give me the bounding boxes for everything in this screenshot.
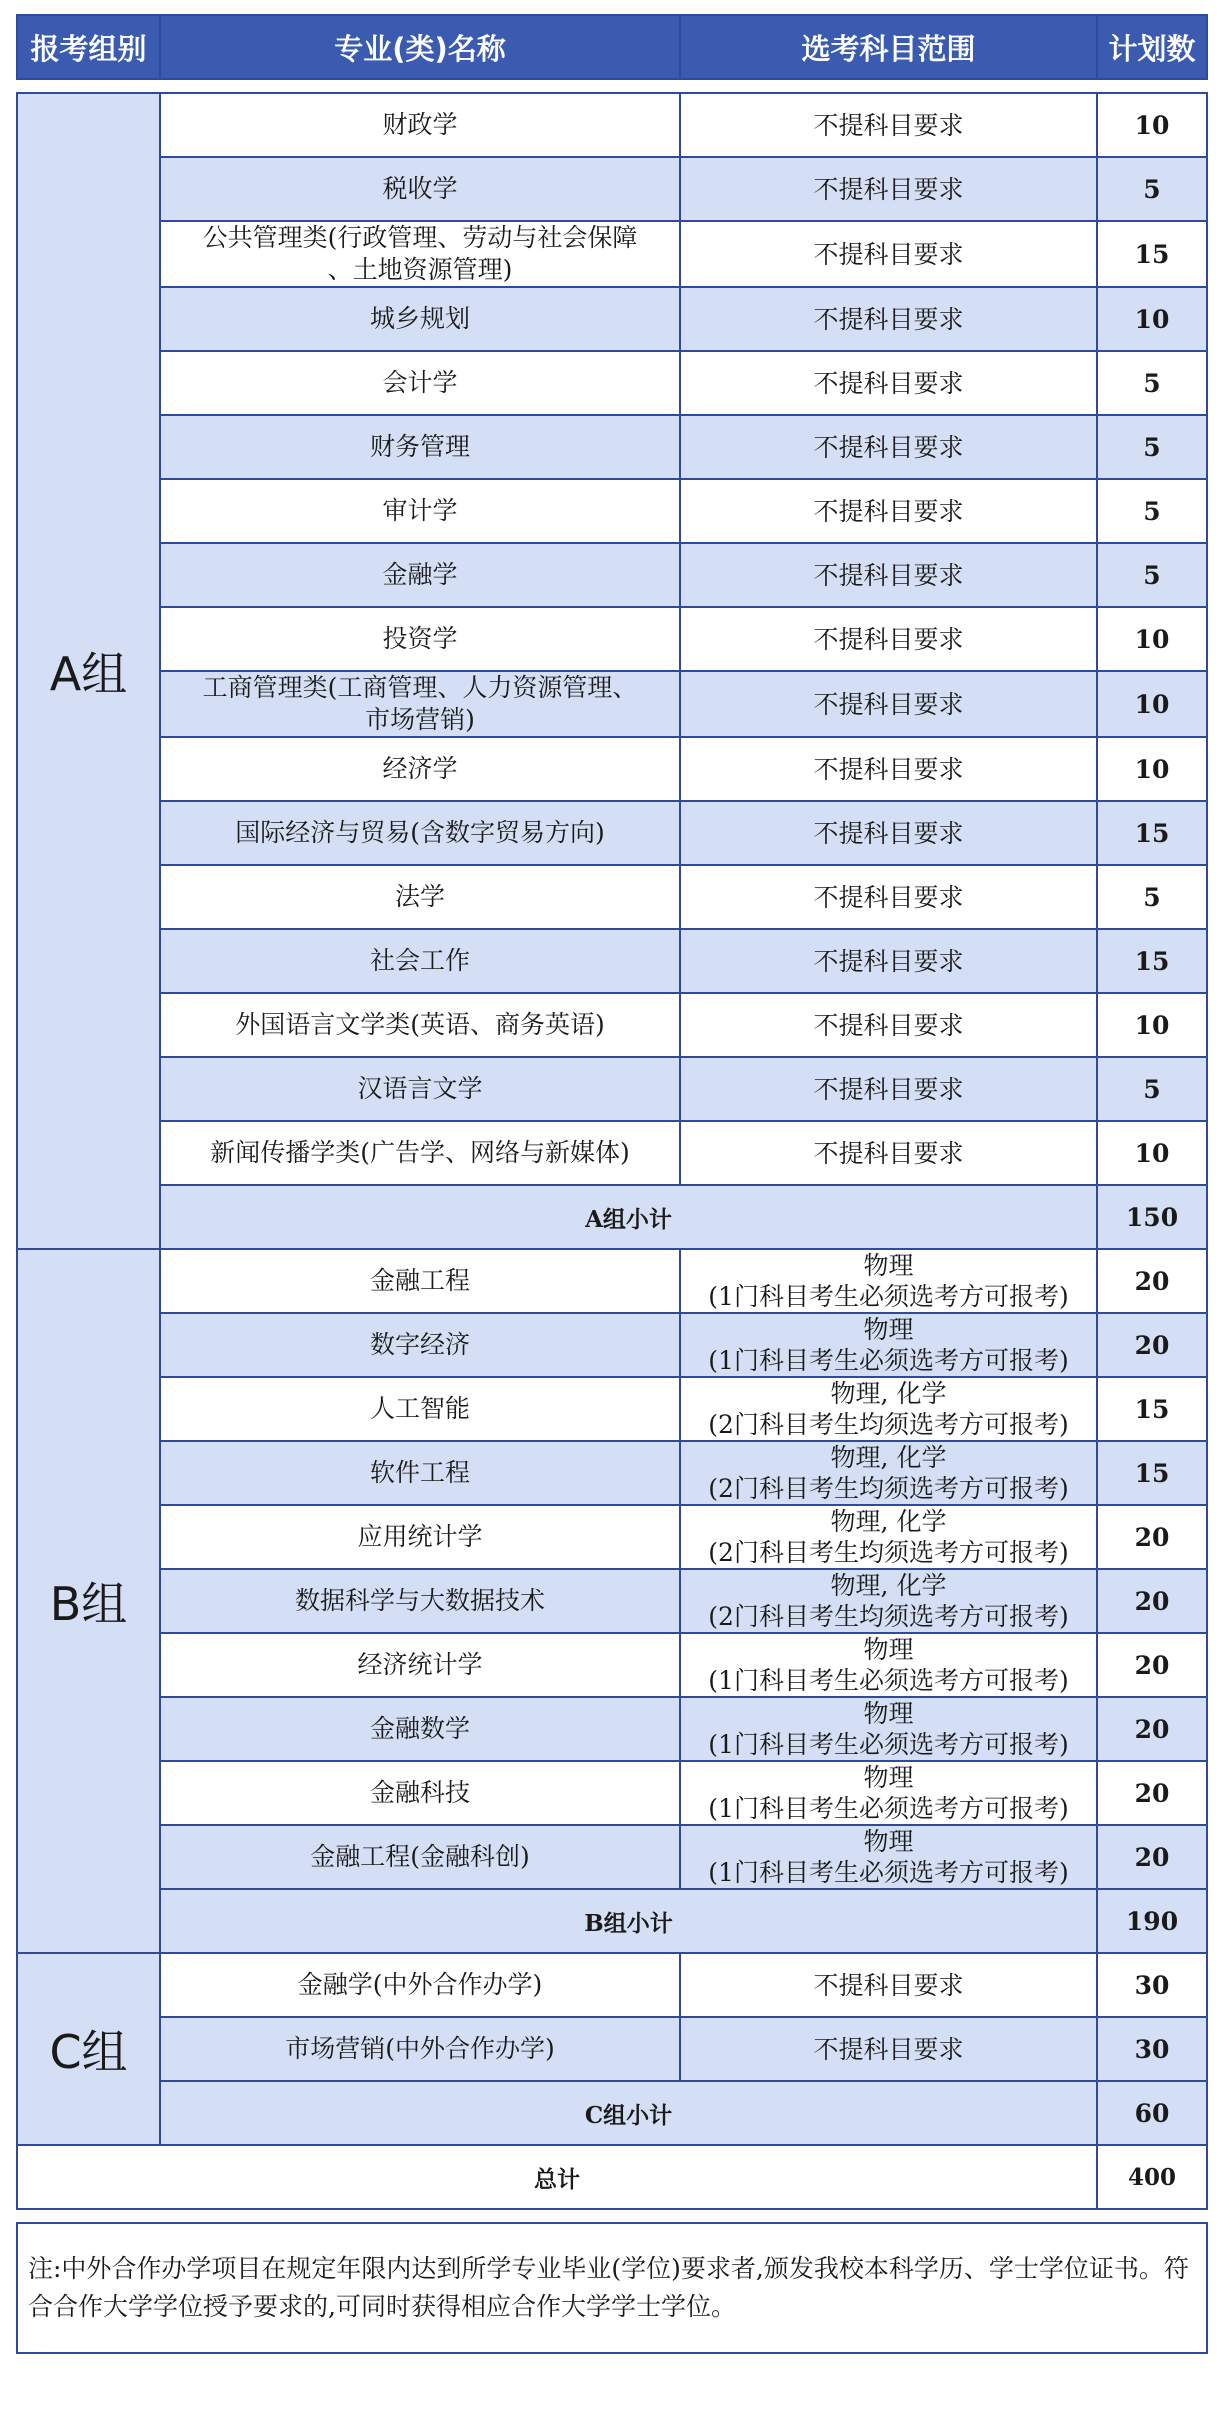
cell-line: 数据科学与大数据技术 xyxy=(294,1586,545,1615)
total-value: 400 xyxy=(1097,2145,1207,2209)
subject-cell xyxy=(680,543,1097,607)
cell-line: 外国语言文学类(英语、商务英语) xyxy=(235,1010,605,1039)
major-cell xyxy=(160,1441,680,1505)
cell-line: 税收学 xyxy=(382,174,458,203)
cell-line: 财务管理 xyxy=(369,432,470,461)
table-row xyxy=(17,351,1207,415)
major-cell xyxy=(160,671,680,737)
cell-line: (2门科目考生均须选考方可报考) xyxy=(708,1538,1069,1567)
subject-cell xyxy=(680,1505,1097,1569)
table-row xyxy=(17,929,1207,993)
header-major: 专业(类)名称 xyxy=(160,15,680,79)
cell-line: 物理, 化学 xyxy=(830,1443,947,1472)
subtotal-row xyxy=(17,1889,1207,1953)
cell-line: 不提科目要求 xyxy=(813,624,964,654)
plan-count-cell: 5 xyxy=(1097,479,1207,543)
cell-line: 工商管理类(工商管理、人力资源管理、 xyxy=(202,673,638,702)
subject-cell xyxy=(680,671,1097,737)
cell-line: (1门科目考生必须选考方可报考) xyxy=(708,1858,1069,1887)
cell-line: (1门科目考生必须选考方可报考) xyxy=(708,1730,1069,1759)
subject-cell xyxy=(680,1441,1097,1505)
cell-line: 不提科目要求 xyxy=(813,754,964,784)
cell-line: 物理 xyxy=(863,1251,914,1280)
major-cell xyxy=(160,479,680,543)
major-cell xyxy=(160,1633,680,1697)
table-row xyxy=(17,671,1207,737)
subject-cell xyxy=(680,1569,1097,1633)
table-row xyxy=(17,993,1207,1057)
cell-line: 会计学 xyxy=(382,368,458,397)
major-cell xyxy=(160,287,680,351)
cell-line: 软件工程 xyxy=(369,1458,470,1487)
plan-count-cell: 5 xyxy=(1097,415,1207,479)
cell-line: 不提科目要求 xyxy=(813,496,964,526)
subtotal-value: 60 xyxy=(1097,2081,1207,2145)
subject-cell xyxy=(680,1953,1097,2017)
major-cell xyxy=(160,157,680,221)
subtotal-row xyxy=(17,1185,1207,1249)
cell-line: 金融工程(金融科创) xyxy=(310,1842,530,1871)
subject-cell xyxy=(680,929,1097,993)
subject-cell xyxy=(680,801,1097,865)
cell-line: 不提科目要求 xyxy=(813,1074,964,1104)
subject-cell xyxy=(680,93,1097,157)
plan-count-cell: 20 xyxy=(1097,1249,1207,1313)
major-cell xyxy=(160,221,680,287)
table-row xyxy=(17,1057,1207,1121)
major-cell xyxy=(160,1953,680,2017)
cell-line: 、土地资源管理) xyxy=(327,255,513,284)
table-row xyxy=(17,1697,1207,1761)
table-row xyxy=(17,865,1207,929)
plan-count-cell: 20 xyxy=(1097,1761,1207,1825)
cell-line: 不提科目要求 xyxy=(813,560,964,590)
table-row xyxy=(17,415,1207,479)
major-cell xyxy=(160,737,680,801)
table-row xyxy=(17,1953,1207,2017)
cell-line: 金融学 xyxy=(382,560,458,589)
total-label: 总计 xyxy=(17,2145,1097,2209)
major-cell xyxy=(160,1505,680,1569)
cell-line: 不提科目要求 xyxy=(813,239,964,269)
cell-line: 市场营销(中外合作办学) xyxy=(285,2034,555,2063)
plan-count-cell: 5 xyxy=(1097,543,1207,607)
plan-count-cell: 15 xyxy=(1097,1377,1207,1441)
plan-count-cell: 20 xyxy=(1097,1569,1207,1633)
table-row xyxy=(17,1249,1207,1313)
cell-line: (1门科目考生必须选考方可报考) xyxy=(708,1346,1069,1375)
cell-line: 不提科目要求 xyxy=(813,304,964,334)
table-row xyxy=(17,1505,1207,1569)
cell-line: 不提科目要求 xyxy=(813,1970,964,2000)
table-row xyxy=(17,479,1207,543)
cell-line: 应用统计学 xyxy=(357,1522,483,1551)
plan-count-cell: 15 xyxy=(1097,1441,1207,1505)
plan-count-cell: 5 xyxy=(1097,157,1207,221)
subtotal-value: 190 xyxy=(1097,1889,1207,1953)
table-row xyxy=(17,1569,1207,1633)
note-row xyxy=(17,2223,1207,2353)
cell-line: 金融数学 xyxy=(369,1714,470,1743)
plan-count-cell: 20 xyxy=(1097,1633,1207,1697)
subject-cell xyxy=(680,1313,1097,1377)
group-cell: C组 xyxy=(17,1953,160,2145)
table-row xyxy=(17,801,1207,865)
plan-count-cell: 10 xyxy=(1097,1121,1207,1185)
table-row xyxy=(17,1313,1207,1377)
cell-line: 投资学 xyxy=(382,624,458,653)
subject-cell xyxy=(680,479,1097,543)
major-cell xyxy=(160,865,680,929)
cell-line: 汉语言文学 xyxy=(357,1074,483,1103)
table-row xyxy=(17,1441,1207,1505)
cell-line: (2门科目考生均须选考方可报考) xyxy=(708,1410,1069,1439)
plan-count-cell: 20 xyxy=(1097,1825,1207,1889)
cell-line: 法学 xyxy=(394,882,445,911)
subject-cell xyxy=(680,737,1097,801)
table-row xyxy=(17,221,1207,287)
subject-cell xyxy=(680,415,1097,479)
plan-count-cell: 10 xyxy=(1097,287,1207,351)
major-cell xyxy=(160,1313,680,1377)
table-header-row xyxy=(17,15,1207,79)
cell-line: 不提科目要求 xyxy=(813,689,964,719)
table-body xyxy=(17,79,1207,2353)
cell-line: 不提科目要求 xyxy=(813,882,964,912)
header-gap xyxy=(17,79,1207,93)
header-plan: 计划数 xyxy=(1097,15,1207,79)
enrollment-plan-table xyxy=(16,14,1208,2354)
major-cell xyxy=(160,1825,680,1889)
total-row xyxy=(17,2145,1207,2209)
table-row xyxy=(17,157,1207,221)
table-row xyxy=(17,737,1207,801)
plan-count-cell: 5 xyxy=(1097,865,1207,929)
subject-cell xyxy=(680,351,1097,415)
subject-cell xyxy=(680,157,1097,221)
major-cell xyxy=(160,1697,680,1761)
table-row xyxy=(17,2017,1207,2081)
cell-line: 不提科目要求 xyxy=(813,110,964,140)
cell-line: 公共管理类(行政管理、劳动与社会保障 xyxy=(202,223,638,252)
table-row xyxy=(17,1633,1207,1697)
table-row xyxy=(17,1825,1207,1889)
cell-line: 城乡规划 xyxy=(369,304,470,333)
plan-count-cell: 15 xyxy=(1097,801,1207,865)
cell-line: 不提科目要求 xyxy=(813,174,964,204)
header-subject: 选考科目范围 xyxy=(680,15,1097,79)
table-row xyxy=(17,1121,1207,1185)
major-cell xyxy=(160,801,680,865)
cell-line: 数字经济 xyxy=(369,1330,470,1359)
subject-cell xyxy=(680,287,1097,351)
major-cell xyxy=(160,1121,680,1185)
plan-count-cell: 10 xyxy=(1097,737,1207,801)
major-cell xyxy=(160,1057,680,1121)
cell-line: 经济学 xyxy=(382,754,458,783)
note-gap xyxy=(17,2209,1207,2223)
table-row xyxy=(17,1761,1207,1825)
plan-count-cell: 30 xyxy=(1097,1953,1207,2017)
subtotal-label: C组小计 xyxy=(160,2081,1097,2145)
cell-line: 国际经济与贸易(含数字贸易方向) xyxy=(235,818,605,847)
cell-line: 审计学 xyxy=(382,496,458,525)
cell-line: 市场营销) xyxy=(365,705,475,734)
major-cell xyxy=(160,1569,680,1633)
cell-line: 物理 xyxy=(863,1315,914,1344)
subject-cell xyxy=(680,1633,1097,1697)
plan-count-cell: 30 xyxy=(1097,2017,1207,2081)
table-row xyxy=(17,93,1207,157)
plan-count-cell: 10 xyxy=(1097,607,1207,671)
cell-line: 不提科目要求 xyxy=(813,368,964,398)
header-group: 报考组别 xyxy=(17,15,160,79)
plan-count-cell: 10 xyxy=(1097,93,1207,157)
group-cell: B组 xyxy=(17,1249,160,1953)
subject-cell xyxy=(680,993,1097,1057)
subject-cell xyxy=(680,1697,1097,1761)
cell-line: (2门科目考生均须选考方可报考) xyxy=(708,1474,1069,1503)
plan-count-cell: 20 xyxy=(1097,1313,1207,1377)
group-cell: A组 xyxy=(17,93,160,1249)
cell-line: 财政学 xyxy=(382,110,458,139)
cell-line: 金融学(中外合作办学) xyxy=(297,1970,543,1999)
plan-count-cell: 20 xyxy=(1097,1697,1207,1761)
plan-count-cell: 20 xyxy=(1097,1505,1207,1569)
major-cell xyxy=(160,93,680,157)
cell-line: 人工智能 xyxy=(369,1394,470,1423)
major-cell xyxy=(160,2017,680,2081)
major-cell xyxy=(160,607,680,671)
subject-cell xyxy=(680,1057,1097,1121)
subtotal-label: B组小计 xyxy=(160,1889,1097,1953)
cell-line: 金融科技 xyxy=(369,1778,470,1807)
major-cell xyxy=(160,543,680,607)
major-cell xyxy=(160,1249,680,1313)
cell-line: 不提科目要求 xyxy=(813,2034,964,2064)
subtotal-value: 150 xyxy=(1097,1185,1207,1249)
major-cell xyxy=(160,351,680,415)
subject-cell xyxy=(680,2017,1097,2081)
subject-cell xyxy=(680,1825,1097,1889)
cell-line: 新闻传播学类(广告学、网络与新媒体) xyxy=(210,1138,630,1167)
footnote: 注:中外合作办学项目在规定年限内达到所学专业毕业(学位)要求者,颁发我校本科学历、学士学位证书。符合合作大学学位授予要求的,可同时获得相应合作大学学士学位。 xyxy=(17,2223,1207,2353)
cell-line: 物理 xyxy=(863,1763,914,1792)
major-cell xyxy=(160,415,680,479)
subject-cell xyxy=(680,1121,1097,1185)
subject-cell xyxy=(680,221,1097,287)
cell-line: 物理, 化学 xyxy=(830,1571,947,1600)
plan-count-cell: 5 xyxy=(1097,351,1207,415)
subtotal-row xyxy=(17,2081,1207,2145)
cell-line: 不提科目要求 xyxy=(813,818,964,848)
cell-line: 不提科目要求 xyxy=(813,432,964,462)
cell-line: 物理 xyxy=(863,1635,914,1664)
major-cell xyxy=(160,1377,680,1441)
cell-line: 不提科目要求 xyxy=(813,946,964,976)
subject-cell xyxy=(680,1761,1097,1825)
plan-count-cell: 15 xyxy=(1097,221,1207,287)
cell-line: 物理 xyxy=(863,1827,914,1856)
table-row xyxy=(17,543,1207,607)
subject-cell xyxy=(680,1377,1097,1441)
subject-cell xyxy=(680,607,1097,671)
plan-count-cell: 5 xyxy=(1097,1057,1207,1121)
table-row xyxy=(17,607,1207,671)
table-row xyxy=(17,1377,1207,1441)
cell-line: 不提科目要求 xyxy=(813,1138,964,1168)
subtotal-label: A组小计 xyxy=(160,1185,1097,1249)
subject-cell xyxy=(680,865,1097,929)
plan-count-cell: 15 xyxy=(1097,929,1207,993)
cell-line: (1门科目考生必须选考方可报考) xyxy=(708,1794,1069,1823)
cell-line: 不提科目要求 xyxy=(813,1010,964,1040)
major-cell xyxy=(160,929,680,993)
cell-line: (1门科目考生必须选考方可报考) xyxy=(708,1282,1069,1311)
cell-line: 经济统计学 xyxy=(357,1650,483,1679)
cell-line: (2门科目考生均须选考方可报考) xyxy=(708,1602,1069,1631)
cell-line: 物理, 化学 xyxy=(830,1379,947,1408)
cell-line: 社会工作 xyxy=(369,946,470,975)
subject-cell xyxy=(680,1249,1097,1313)
cell-line: 金融工程 xyxy=(369,1266,470,1295)
major-cell xyxy=(160,993,680,1057)
cell-line: (1门科目考生必须选考方可报考) xyxy=(708,1666,1069,1695)
table-row xyxy=(17,287,1207,351)
major-cell xyxy=(160,1761,680,1825)
cell-line: 物理 xyxy=(863,1699,914,1728)
plan-count-cell: 10 xyxy=(1097,993,1207,1057)
plan-count-cell: 10 xyxy=(1097,671,1207,737)
cell-line: 物理, 化学 xyxy=(830,1507,947,1536)
